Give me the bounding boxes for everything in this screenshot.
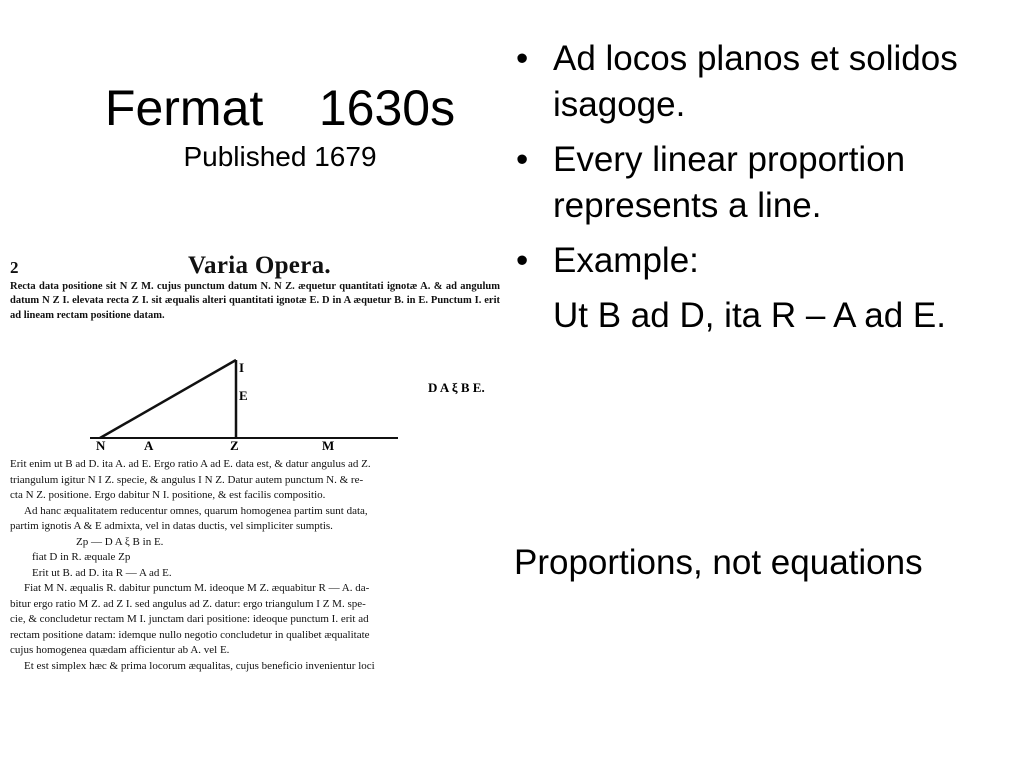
bullet-list bbox=[516, 36, 1016, 348]
example-line: Ut B ad D, ita R – A ad E. bbox=[553, 296, 946, 335]
scan-page-number: 2 bbox=[10, 258, 19, 277]
figure-line-ni bbox=[100, 360, 236, 438]
scan-paragraph-2 bbox=[10, 457, 500, 674]
scan-text-line: cie, & concludetur rectam M I. junctam dari positione: ideoque punctum I. erit ad bbox=[10, 613, 369, 625]
scanned-page-image bbox=[8, 244, 504, 678]
scan-text-line: fiat D in R. æquale Zp bbox=[32, 551, 131, 563]
scan-text-line: Et est simplex hæc & prima locorum æqualitas, cujus beneficio invenientur loci bbox=[24, 659, 375, 672]
figure-label-z: Z bbox=[230, 438, 239, 452]
title-block bbox=[60, 78, 500, 174]
scan-text-line: bitur ergo ratio M Z. ad Z I. sed angulus ad Z. datur: ergo triangulum I Z M. spe- bbox=[10, 597, 366, 610]
slide-subtitle: Published 1679 bbox=[183, 141, 377, 172]
bullet-text: Ad locos planos et solidos isagoge. bbox=[553, 39, 958, 124]
figure-label-a: A bbox=[144, 438, 154, 452]
bullet-text: Example: bbox=[553, 241, 699, 280]
bullet-item bbox=[516, 36, 1016, 128]
scan-text-line: Erit ut B. ad D. ita R — A ad E. bbox=[32, 566, 172, 579]
figure-label-m: M bbox=[322, 438, 335, 452]
bullet-dot-icon: • bbox=[516, 140, 529, 179]
scan-text-line: cta N Z. positione. Ergo dabitur N I. positione, & est facilis compositio. bbox=[10, 489, 326, 501]
conclusion-text: Proportions, not equations bbox=[514, 543, 923, 582]
scan-text-line: cujus homogenea quædam afficientur ab A. vel E. bbox=[10, 644, 230, 656]
figure-formula: D A ξ B E. bbox=[428, 380, 485, 395]
figure-label-i: I bbox=[239, 360, 245, 375]
bullet-dot-icon: • bbox=[516, 39, 529, 78]
scan-text-line: rectam positione datam: idemque nullo negotio concludetur in qualibet æqualitate bbox=[10, 628, 370, 641]
scan-paragraph-1: Recta data positione sit N Z M. cujus punctum datum N. N Z. æquetur quantitati ignotæ A. & ad angulum datum N Z I. elevata recta Z I. sit æqualis alteri quantitati ignotæ E. D in A æquetur B. in E. Punctum I. erit ad lineam rectam positione datam. bbox=[10, 281, 500, 321]
slide-title: Fermat 1630s bbox=[104, 80, 456, 136]
scan-text-line: Zp — D A ξ B in E. bbox=[76, 535, 164, 548]
scan-text-line: Fiat M N. æqualis R. dabitur punctum M. ideoque M Z. æquabitur R — A. da- bbox=[24, 582, 370, 594]
bullet-dot-icon: • bbox=[516, 241, 529, 280]
geometric-figure bbox=[8, 348, 504, 452]
bullet-item bbox=[516, 137, 1016, 229]
figure-label-n: N bbox=[96, 438, 106, 452]
scan-text-line: Ad hanc æqualitatem reducentur omnes, quarum homogenea partim sunt data, bbox=[24, 504, 368, 517]
bullet-text: Every linear proportion represents a line. bbox=[553, 140, 906, 225]
bullet-item bbox=[516, 238, 1016, 284]
scan-text-line: partim ignotis A & E admixta, vel in datas ductis, vel simpliciter sumptis. bbox=[10, 520, 333, 532]
figure-label-e: E bbox=[239, 388, 248, 403]
scan-text-line: triangulum igitur N I Z. specie, & angulus I N Z. Datur autem punctum N. & re- bbox=[10, 473, 364, 486]
scan-text-line: Erit enim ut B ad D. ita A. ad E. Ergo ratio A ad E. data est, & datur angulus ad Z. bbox=[10, 458, 371, 470]
scan-running-head: Varia Opera. bbox=[188, 252, 331, 279]
